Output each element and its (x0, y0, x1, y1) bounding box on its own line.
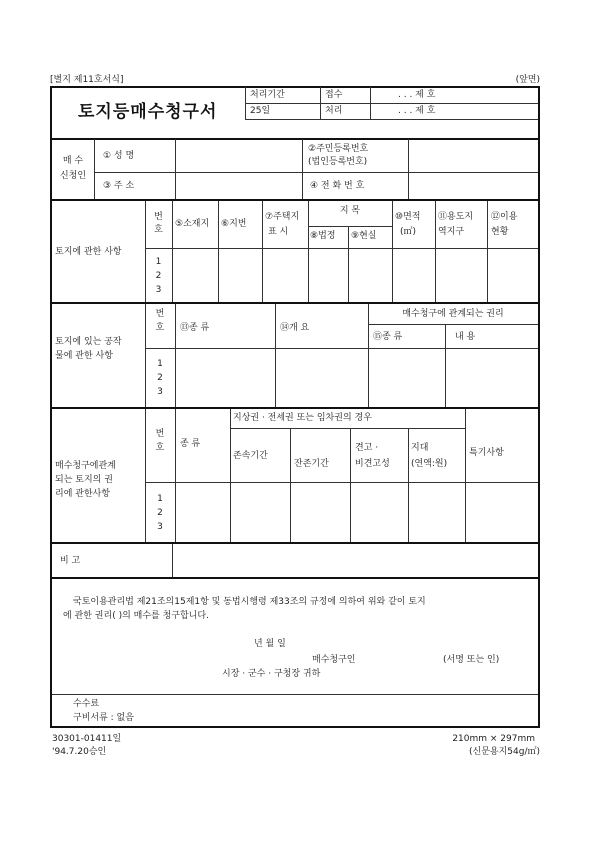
land-col-actual: ⑨현실 (351, 231, 377, 241)
land-col-use: ⑫이용 (491, 212, 518, 222)
signature-label: (서명 또는 인) (443, 655, 500, 665)
rights-section-label-3: 리에 관한사항 (55, 489, 111, 499)
land-col-use-2: 현황 (491, 227, 509, 237)
id-number-label: ②주민등록번호 (308, 144, 369, 154)
rights-row-numbers (145, 492, 175, 534)
rights-row-3: 3 (157, 522, 163, 532)
structures-section-label: 토지에 있는 공작 (55, 337, 122, 347)
structures-col-type: ⑬종 류 (180, 323, 210, 333)
process-number-field[interactable]: . . . 제 호 (398, 106, 436, 116)
land-row-numbers (145, 255, 172, 297)
name-label: ① 성 명 (103, 151, 135, 161)
rights-col-type: 종 류 (180, 439, 201, 449)
rights-col-special: 특기사항 (469, 448, 504, 458)
land-col-no: 번 (154, 212, 163, 222)
frame-top (50, 86, 540, 88)
processing-period-value: 25일 (250, 106, 271, 116)
land-row-3: 3 (155, 285, 162, 295)
land-section-label: 토지에 관한 사항 (55, 247, 122, 257)
land-col-location: ⑤소재지 (175, 219, 210, 229)
fee-label: 수수료 (73, 699, 100, 709)
land-row-2: 2 (155, 271, 162, 281)
structures-col-rights-type: ⑮종 류 (373, 332, 403, 342)
land-col-area: ⑩면적 (395, 212, 421, 222)
land-col-housing: ⑦주택지 (265, 212, 300, 222)
claimant-label: 매수청구인 (312, 655, 356, 665)
applicant-label: 매 수 (62, 156, 84, 166)
rights-row-1: 1 (157, 494, 163, 504)
land-col-housing-2: 표 시 (268, 227, 289, 237)
remarks-label: 비 고 (60, 556, 81, 566)
rights-col-duration: 존속기간 (233, 451, 268, 461)
land-col-area-2: (㎡) (400, 227, 417, 237)
declaration-text-2: 에 관한 권리( )의 매수를 청구합니다. (63, 611, 209, 621)
frame-left (50, 86, 52, 726)
rights-col-rent-2: (연액:원) (411, 459, 448, 469)
approval-date: '94.7.20승인 (52, 747, 107, 757)
rights-col-rent: 지대 (411, 443, 429, 453)
corp-number-label: (법인등록번호) (308, 157, 368, 167)
rights-section-label: 매수청구에관계 (55, 461, 116, 471)
rights-col-remaining: 잔존기간 (294, 459, 329, 469)
structures-col-summary: ⑭개 요 (280, 323, 310, 333)
land-col-no-2: 호 (154, 225, 163, 235)
structures-col-rights: 매수청구에 관계되는 권리 (402, 309, 504, 319)
land-col-legal: ⑧법정 (310, 231, 336, 241)
form-side: (앞면) (515, 75, 540, 85)
structures-row-1: 1 (157, 359, 163, 369)
paper-type: (신문용지54g/㎡) (469, 747, 540, 757)
form-title: 토지등매수청구서 (78, 102, 218, 122)
process-label: 처리 (325, 106, 343, 116)
frame-right (538, 86, 540, 726)
applicant-label-2: 신청인 (59, 171, 87, 181)
structures-section-label-2: 물에 관한 사항 (55, 351, 113, 361)
land-col-lot: ⑥지번 (221, 219, 247, 229)
rights-section-label-2: 되는 토지의 권 (55, 475, 113, 485)
structures-col-no: 번 (155, 309, 165, 319)
receipt-number-field[interactable]: . . . 제 호 (398, 90, 436, 100)
land-row-1: 1 (155, 257, 162, 267)
processing-period-label: 처리기간 (250, 90, 285, 100)
structures-col-rights-content: 내 용 (455, 332, 476, 342)
structures-row-2: 2 (157, 373, 163, 383)
frame-bottom (50, 726, 540, 728)
paper-size: 210mm × 297mm (452, 734, 535, 744)
addressee: 시장 · 군수 · 구청장 귀하 (222, 669, 321, 679)
receipt-label: 접수 (325, 90, 343, 100)
declaration-date: 년 월 일 (254, 639, 286, 649)
structures-row-numbers (145, 357, 175, 399)
form-number: [별지 제11호서식] (50, 75, 124, 85)
required-docs: 구비서류 : 없음 (73, 713, 134, 723)
phone-label: ④ 전 화 번 호 (310, 181, 365, 191)
rights-col-no: 번 (155, 429, 165, 439)
rights-col-lease: 지상권 · 전세권 또는 임차권의 경우 (233, 413, 372, 423)
land-col-jimok: 지 목 (339, 206, 361, 216)
land-col-zone: ⑪용도지 (438, 212, 474, 222)
rights-col-building-2: 비견고성 (355, 459, 390, 469)
land-col-zone-2: 역지구 (438, 227, 465, 237)
declaration-text: 국토이용관리법 제21조의15제1항 및 동법시행령 제33조의 규정에 의하여 위와 같이 토지 (73, 597, 426, 607)
address-label: ③ 주 소 (103, 181, 135, 191)
rights-row-2: 2 (157, 508, 163, 518)
form-code: 30301-01411일 (52, 734, 122, 744)
rights-col-building: 견고 · (355, 443, 379, 453)
structures-row-3: 3 (157, 387, 163, 397)
structures-col-no-2: 호 (155, 323, 165, 333)
rights-col-no-2: 호 (155, 443, 165, 453)
